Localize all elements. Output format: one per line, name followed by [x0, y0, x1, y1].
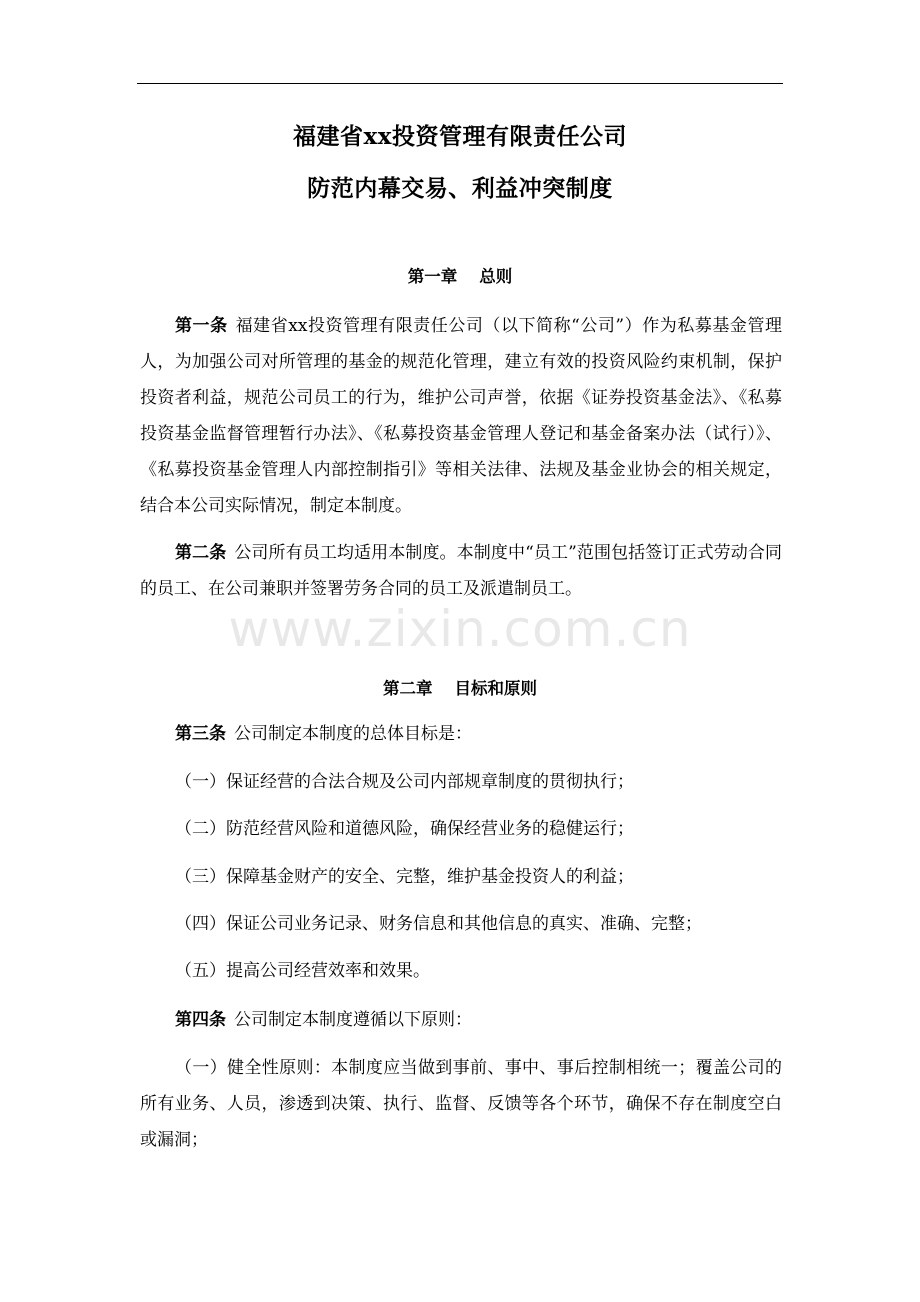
list-item: [140, 764, 782, 800]
chapter-number: 第一章: [407, 267, 458, 286]
list-item-text: （二）防范经营风险和道德风险，确保经营业务的稳健运行；: [175, 819, 634, 839]
list-item: [140, 811, 782, 847]
document-title-line-2: 防范内幕交易、利益冲突制度: [307, 175, 613, 202]
list-item-text: （一）保证经营的合法合规及公司内部规章制度的贯彻执行；: [175, 772, 634, 792]
article-number: 第二条: [175, 543, 227, 563]
article-paragraph: [140, 716, 782, 752]
chapter-name: 总则: [479, 267, 513, 286]
list-item: [140, 1050, 782, 1158]
paragraph-text: 福建省xx投资管理有限责任公司（以下简称“公司”）作为私募基金管理人，为加强公司对所管理的基金的规范化管理，建立有效的投资风险约束机制，保护投资者利益，规范公司员工的行为，维护公司声誉，依据《证券投资基金法》、《私募投资基金监督管理暂行办法》、《私募投资基金管理人登记和基金备案办法（试行）》、《私募投资基金管理人内部控制指引》等相关法律、法规及基金业协会的相关规定，结合本公司实际情况，制定本制度。: [140, 316, 783, 516]
list-item-text: （三）保障基金财产的安全、完整，维护基金投资人的利益；: [175, 867, 634, 887]
list-item-text: （五）提高公司经营效率和效果。: [175, 961, 430, 981]
chapter-heading-2: [0, 675, 920, 699]
chapter-number: 第二章: [383, 679, 433, 698]
article-paragraph: [140, 535, 782, 607]
watermark: www.zixin.com.cn: [228, 600, 692, 658]
list-item-text: （四）保证公司业务记录、财务信息和其他信息的真实、准确、完整；: [175, 914, 702, 934]
article-number: 第三条: [175, 724, 226, 744]
article-number: 第一条: [175, 316, 228, 336]
paragraph-text: 公司所有员工均适用本制度。本制度中“员工”范围包括签订正式劳动合同的员工、在公司兼职并签署劳务合同的员工及派遣制员工。: [140, 543, 782, 599]
paragraph-text: 公司制定本制度的总体目标是：: [234, 724, 472, 744]
chapter-heading-1: [0, 263, 920, 287]
list-item-text: （一）健全性原则：本制度应当做到事前、事中、事后控制相统一；覆盖公司的所有业务、人员，渗透到决策、执行、监督、反馈等各个环节，确保不存在制度空白或漏洞；: [140, 1058, 782, 1150]
list-item: [140, 953, 782, 989]
chapter-name: 目标和原则: [454, 679, 537, 698]
article-paragraph: [140, 1002, 782, 1038]
header-rule: [137, 83, 783, 84]
paragraph-text: 公司制定本制度遵循以下原则：: [234, 1010, 472, 1030]
article-paragraph: [140, 308, 782, 524]
document-title-line-1: 福建省xx投资管理有限责任公司: [293, 123, 627, 150]
article-number: 第四条: [175, 1010, 226, 1030]
list-item: [140, 906, 782, 942]
list-item: [140, 859, 782, 895]
